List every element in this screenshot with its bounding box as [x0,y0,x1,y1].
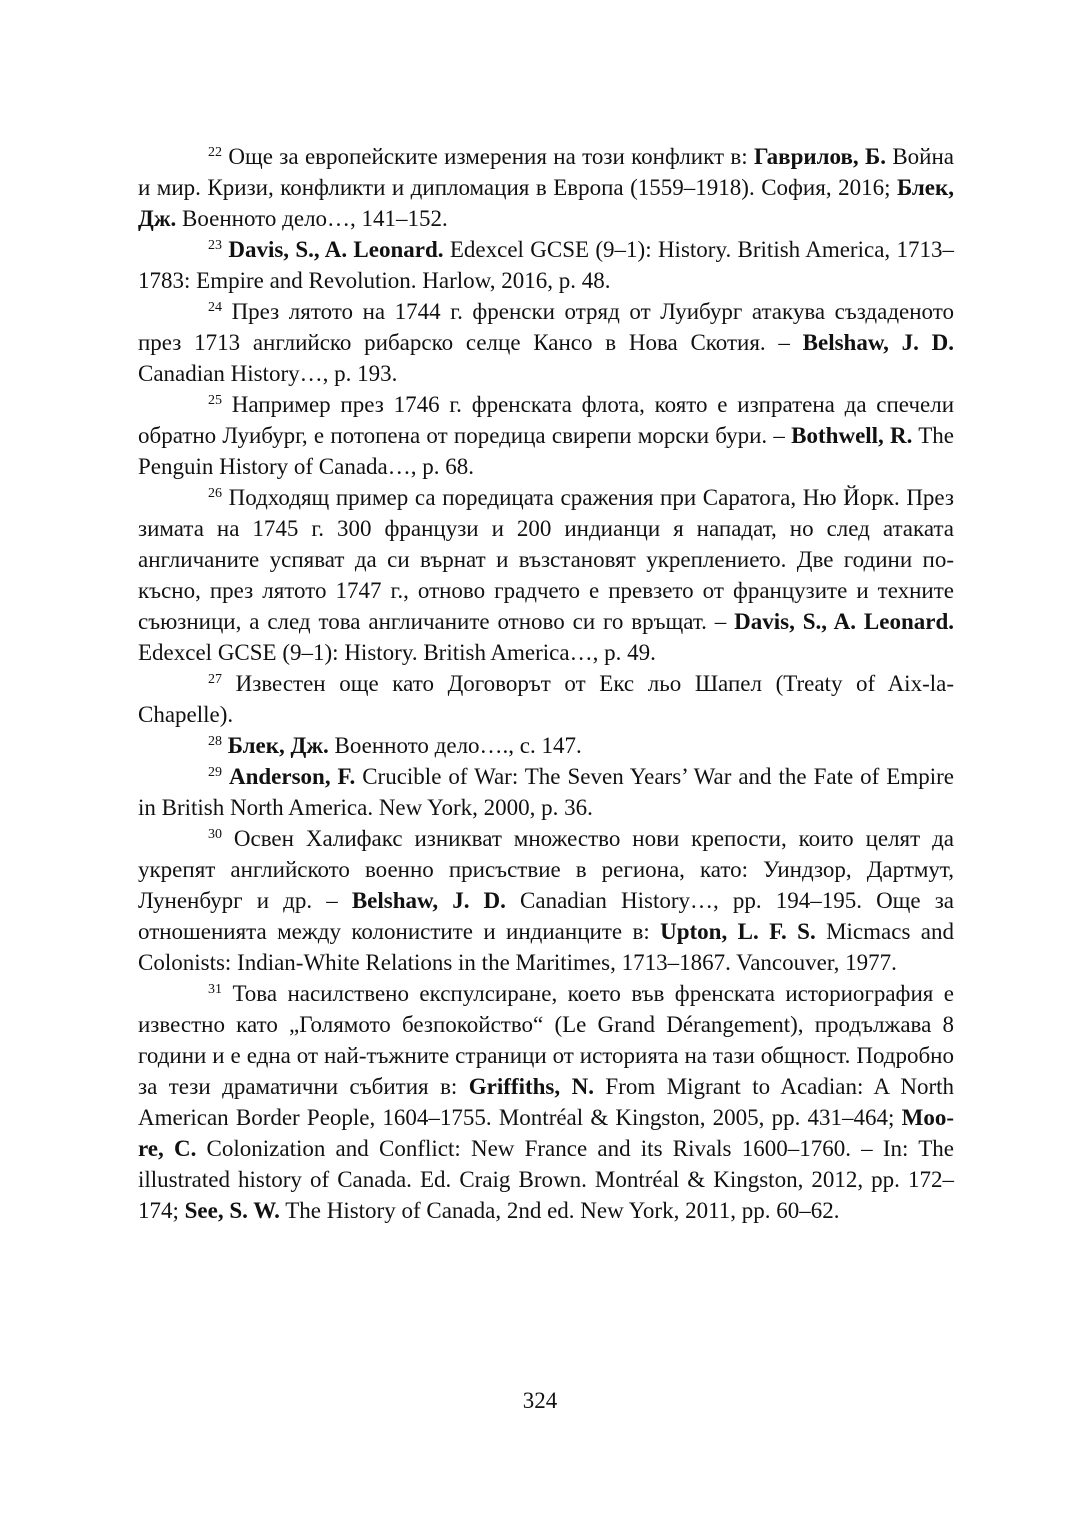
footnote-28 [138,730,954,761]
page-number: 324 [522,1388,558,1413]
footnote-author: Griffiths, N. [468,1074,594,1099]
footnote-text: Война и мир. Кризи, конфликти и дипломация в Европа (1559–1918). София, 2016; [138,144,954,200]
footnote-text: From Migrant to Acadian: A North American Border People, 1604–1755. Montréal & Kingston, 2005, pp. 431–464; [138,1074,954,1130]
footnote-number: 23 [208,238,222,253]
footnote-number: 31 [208,982,222,997]
footnote-author: Anderson, F. [228,764,356,789]
footnote-text: Подходящ пример са поредицата сражения при Саратога, Ню Йорк. През зимата на 1745 г. 300 французи и 200 индианци я нападат, но след атаката англичаните успяват да си върнат и възстановят укреплението. Две години по-късно, през лятото 1747 г., отново градчето е превзето от французите и техните съюзници, а след това англичаните отново си го връщат. – [138,485,955,634]
footnote-text: Военното дело…., с. 147. [328,733,582,758]
footnote-27 [138,668,954,730]
footnote-text: Военното дело…, 141–152. [176,206,448,231]
footnote-text: Edexcel GCSE (9–1): History. British America, 1713–1783: Empire and Revolution. Harlow, 2016, p. 48. [138,237,954,293]
footnote-text: The History of Canada, 2nd ed. New York, 2011, pp. 60–62. [279,1198,840,1223]
footnote-29 [138,761,954,823]
footnote-number: 25 [208,393,222,408]
footnote-text: Canadian History…, pp. 194–195. Още за отношенията между колонистите и индианците в: [138,888,954,944]
footnote-author: Bothwell, R. [791,423,913,448]
footnote-22 [138,141,954,234]
footnote-25 [138,389,954,482]
footnote-text: Crucible of War: The Seven Years’ War and the Fate of Empire in British North America. New York, 2000, p. 36. [138,764,954,820]
footnote-author: Блек, Дж. [227,733,329,758]
footnote-30 [138,823,954,978]
footnote-author: Гаврилов, Б. [754,144,886,169]
footnote-text: Още за европейските измерения на този конфликт в: [228,144,755,169]
footnote-23 [138,234,954,296]
footnote-author: Davis, S., A. Leonard. [734,609,954,634]
footnote-number: 29 [208,765,222,780]
footnote-author: Belshaw, J. D. [351,888,506,913]
footnote-author: Upton, L. F. S. [660,919,816,944]
footnote-text: През лятото на 1744 г. френски отряд от Луибург атакува създаденото през 1713 английско рибарско селце Кансо в Нова Скотия. – [138,299,955,355]
footnote-text: Colonization and Conflict: New France and its Rivals 1600–1760. – In: The illustrated history of Canada. Ed. Craig Brown. Montréal & Kingston, 2012, pp. 172–174; [138,1136,954,1223]
footnote-text: Edexcel GCSE (9–1): History. British America…, p. 49. [138,640,656,665]
footnote-author: Davis, S., A. Leonard. [228,237,444,262]
footnote-text: Micmacs and Colonists: Indian-White Relations in the Maritimes, 1713–1867. Vancouver, 1977. [138,919,954,975]
footnote-number: 28 [208,734,222,749]
footnote-author: See, S. W. [184,1198,280,1223]
footnote-number: 30 [208,827,222,842]
footnote-26 [138,482,954,668]
footnote-31 [138,978,954,1226]
footnote-text: The Penguin History of Canada…, p. 68. [138,423,955,479]
footnote-number: 22 [208,145,222,160]
footnote-text: Например през 1746 г. френската флота, която е изпратена да спечели обратно Луибург, е потопена от поредица свирепи морски бури. – [138,392,955,448]
footnote-text: Canadian History…, p. 193. [138,361,398,386]
footnote-number: 24 [208,300,222,315]
footnote-text: Това насилствено експулсиране, което във френската историография е известно като „Голямото безпокойство“ (Le Grand Dérangement), продължава 8 години и е една от най-тъжните страници от историята на тази общност. Подробно за тези драматични събития в: [138,981,954,1099]
footnote-author: Блек, Дж. [138,175,954,231]
footnotes-block [138,141,954,1226]
footnote-text: Известен още като Договорът от Екс льо Шапел (Treaty of Aix-la-Chapelle). [138,671,954,727]
footnote-author: Moore, C. [138,1105,954,1161]
footnote-author: Belshaw, J. D. [802,330,954,355]
footnote-number: 27 [208,672,222,687]
footnote-24 [138,296,954,389]
footnote-number: 26 [208,486,222,501]
footnote-text: Освен Халифакс изникват множество нови крепости, които целят да укрепят английското военно присъствие в региона, като: Уиндзор, Дартмут, Луненбург и др. – [138,826,954,913]
